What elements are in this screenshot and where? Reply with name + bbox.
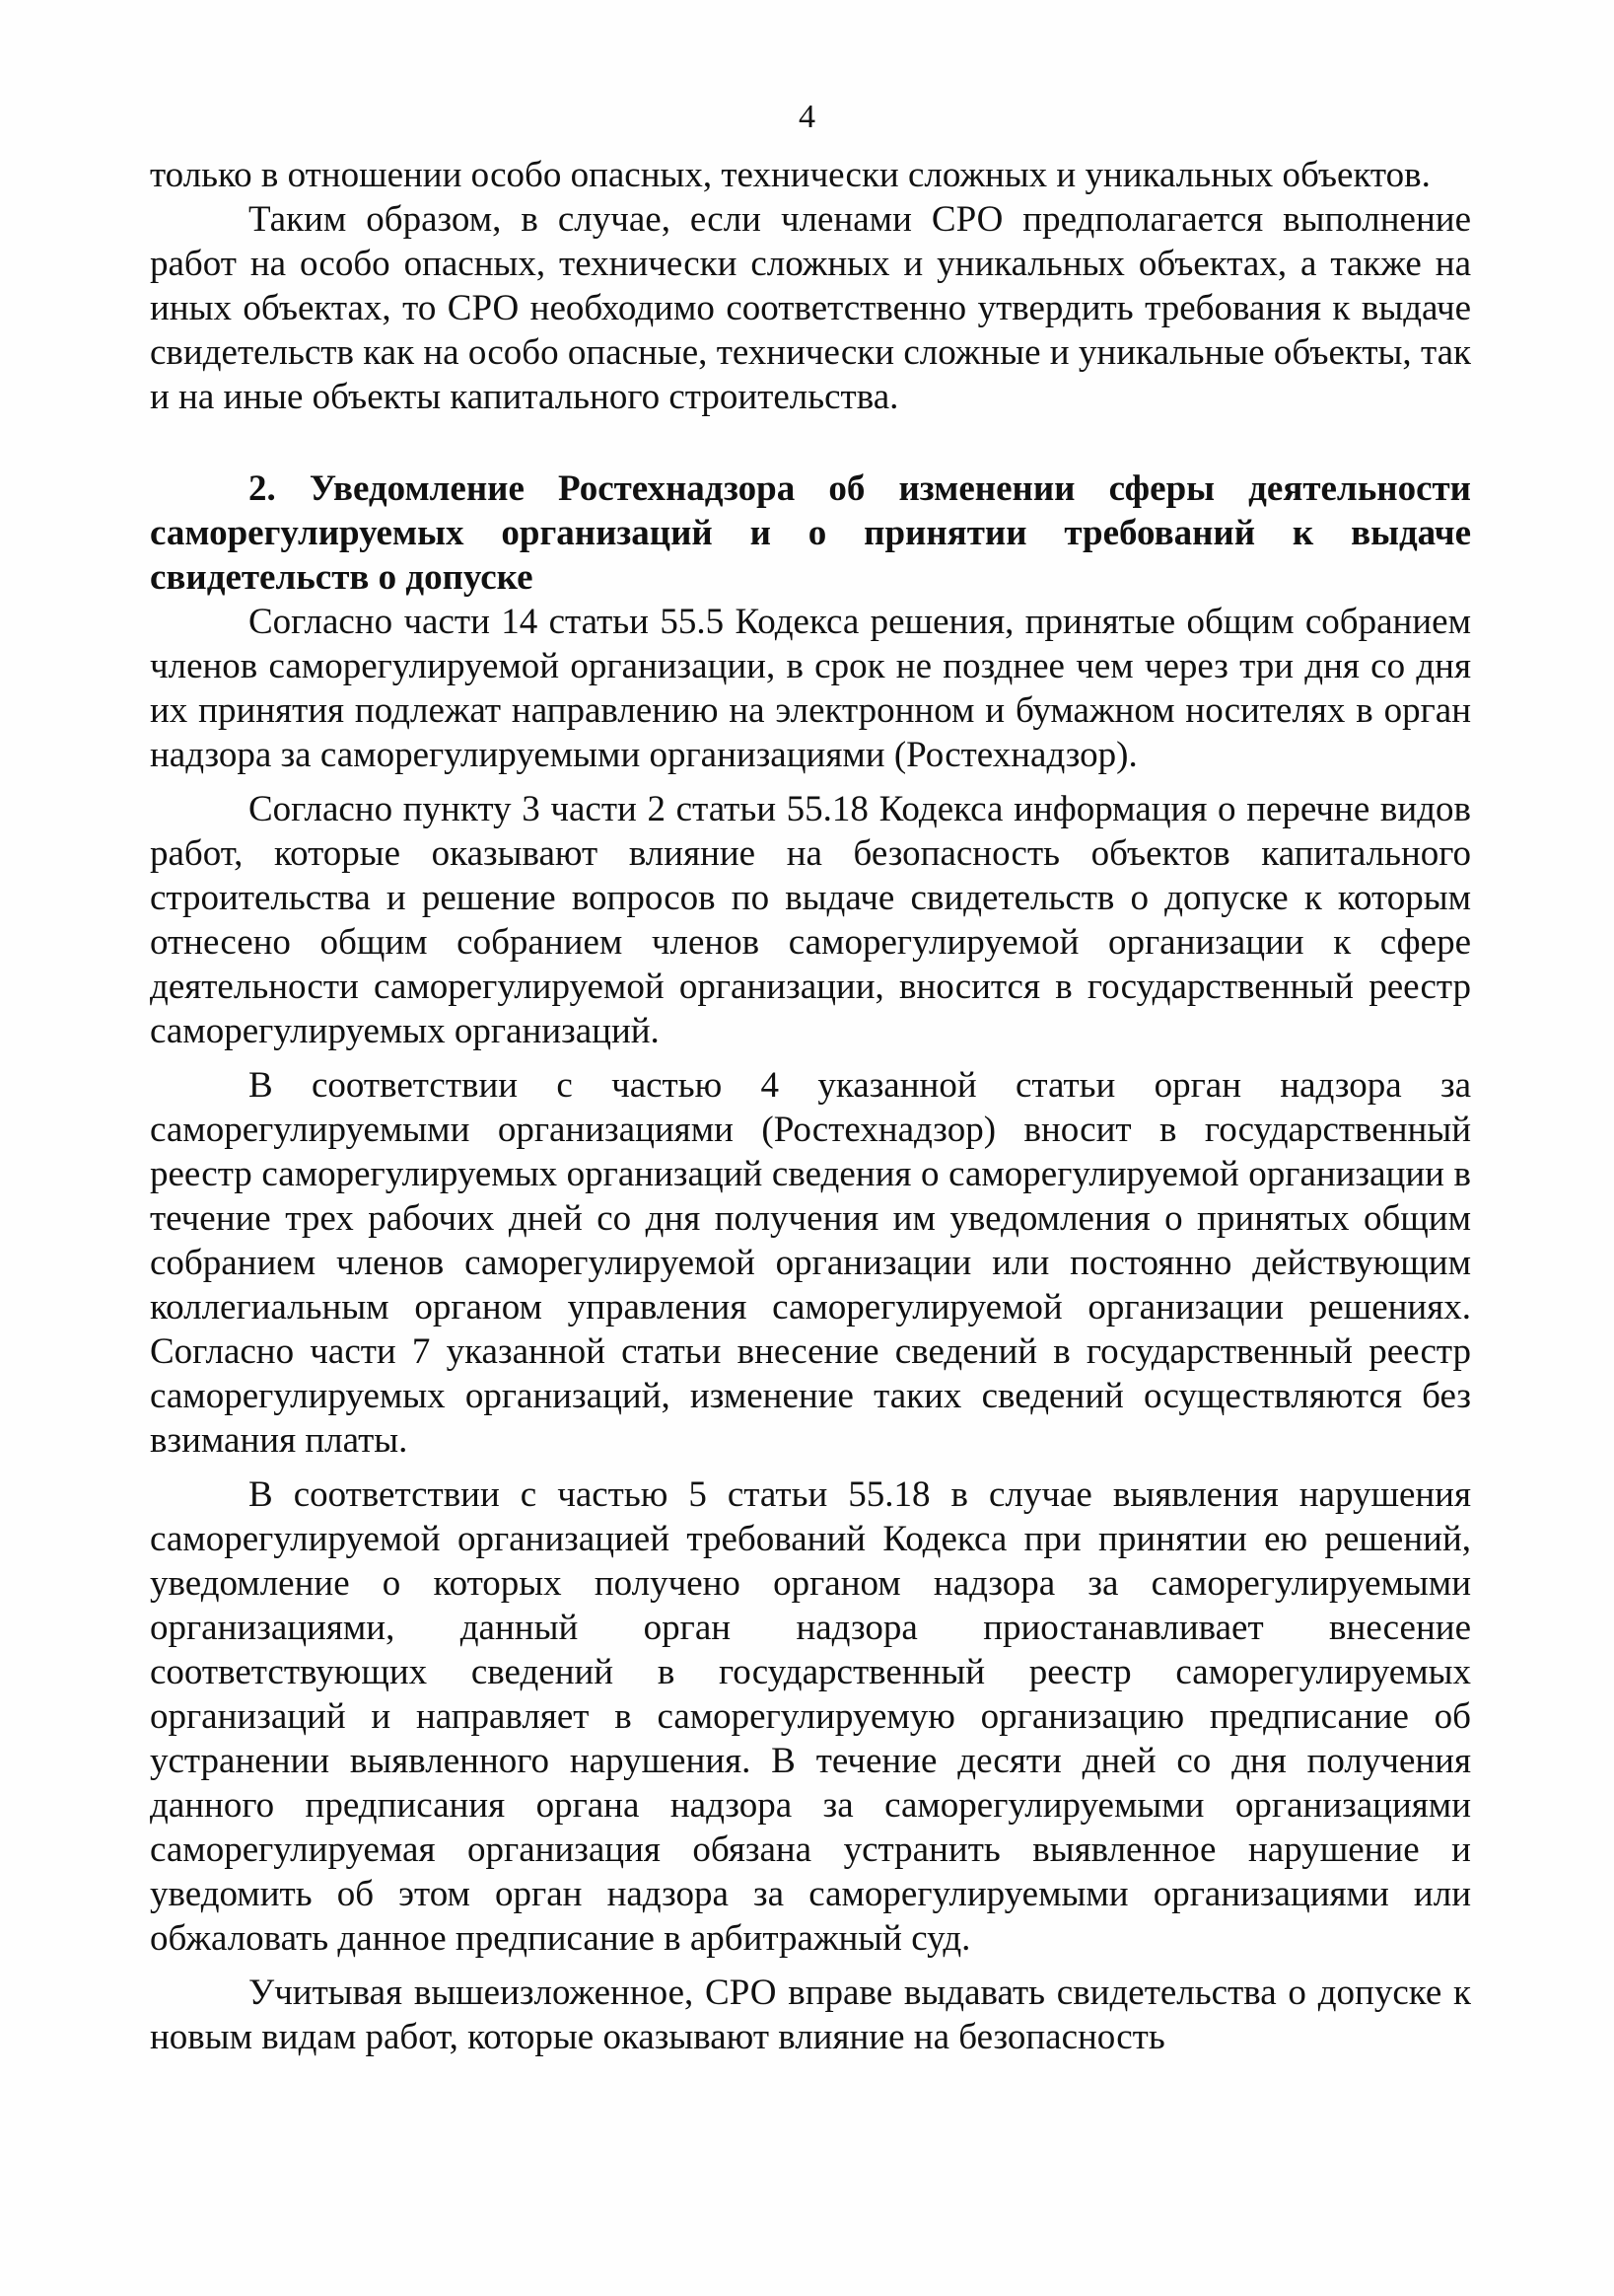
paragraph-part-5: В соответствии с частью 5 статьи 55.18 в случае выявления нарушения саморегулируемой организацией требований Кодекса при принятии ею решений, уведомление о которых получено органом надзора за саморегулируемыми организациями, данный орган надзора приостанавливает внесение соответствующих сведений в государственный реестр саморегулируемых организаций и направляет в саморегулируемую организацию предписание об устранении выявленного нарушения. В течение десяти дней со дня получения данного предписания органа надзора за саморегулируемыми организациями саморегулируемая организация обязана устранить выявленное нарушение и уведомить об этом орган надзора за саморегулируемыми организациями или обжаловать данное предписание в арбитражный суд. [150,1474,1471,1959]
document-body [150,153,1471,2059]
paragraph-part-4: В соответствии с частью 4 указанной статьи орган надзора за саморегулируемыми организациями (Ростехнадзор) вносит в государственный реестр саморегулируемых организаций сведения о саморегулируемой организации в течение трех рабочих дней со дня получения им уведомления о принятых общим собранием членов саморегулируемой организации или постоянно действующим коллегиальным органом управления саморегулируемой организации решениях. Согласно части 7 указанной статьи внесение сведений в государственный реестр саморегулируемых организаций, изменение таких сведений осуществляются без взимания платы. [150,1065,1471,1461]
page-number: 4 [799,99,815,135]
paragraph-summary: Учитывая вышеизложенное, СРО вправе выдавать свидетельства о допуске к новым видам работ, которые оказывают влияние на безопасность [150,1973,1471,2057]
paragraph-continuation: только в отношении особо опасных, технически сложных и уникальных объектов. [150,155,1431,195]
section-heading: 2. Уведомление Ростехнадзора об изменении сферы деятельности саморегулируемых организаций и о принятии требований к выдаче свидетельств о допуске [150,468,1471,598]
paragraph-article-55-18: Согласно пункту 3 части 2 статьи 55.18 Кодекса информация о перечне видов работ, которые оказывают влияние на безопасность объектов капитального строительства и решение вопросов по выдаче свидетельств о допуске к которым отнесено общим собранием членов саморегулируемой организации к сфере деятельности саморегулируемой организации, вносится в государственный реестр саморегулируемых организаций. [150,789,1471,1051]
paragraph-article-55-5: Согласно части 14 статьи 55.5 Кодекса решения, принятые общим собранием членов саморегулируемой организации, в срок не позднее чем через три дня со дня их принятия подлежат направлению на электронном и бумажном носителях в орган надзора за саморегулируемыми организациями (Ростехнадзор). [150,602,1471,775]
paragraph-conclusion: Таким образом, в случае, если членами СРО предполагается выполнение работ на особо опасных, технически сложных и уникальных объектах, а также на иных объектах, то СРО необходимо соответственно утвердить требования к выдаче свидетельств как на особо опасные, технически сложные и уникальные объекты, так и на иные объекты капитального строительства. [150,199,1471,417]
